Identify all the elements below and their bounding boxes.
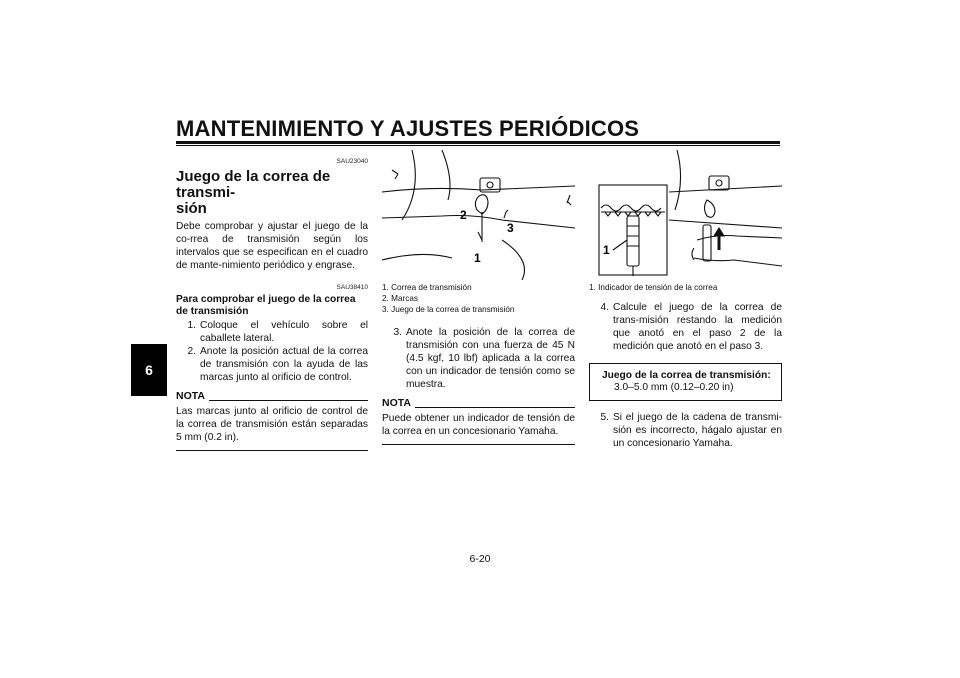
step-text: Si el juego de la cadena de transmi-sión es incorrecto, hágalo ajustar en un concesionario Yamaha.: [613, 412, 782, 449]
subsection-code: SAU38410: [336, 284, 368, 291]
intro-paragraph: Debe comprobar y ajustar el juego de la co-rrea de transmisión según los intervalos que se especifican en el cuadro de mante-nimiento periódico y engrase.: [176, 221, 368, 271]
spec-value: 3.0–5.0 mm (0.12–0.20 in): [614, 382, 734, 393]
note-text: Las marcas junto al orificio de control de la correa de transmisión están separadas 5 mm (0.2 in).: [176, 406, 368, 443]
step-number: 3.: [393, 327, 402, 338]
note-end-rule: [382, 444, 575, 445]
caption-text: Correa de transmisión: [391, 283, 472, 292]
note-text: Puede obtener un indicador de tensión de la correa en un concesionario Yamaha.: [382, 413, 575, 437]
chapter-tab: 6: [131, 344, 167, 396]
note-header-line: [415, 407, 575, 408]
figure-label-1: 1: [474, 251, 481, 265]
belt-figure: [382, 150, 575, 280]
caption-number: 1.: [382, 283, 389, 292]
figure-label-1: 1: [603, 243, 610, 257]
caption-text: Indicador de tensión de la correa: [598, 283, 718, 292]
step-text: Anote la posición de la correa de transmisión con una fuerza de 45 N (4.5 kgf, 10 lbf) aplicada a la correa con un indicador de tensión como se muestra.: [406, 327, 575, 390]
step-text: Anote la posición actual de la correa de transmisión con la ayuda de las marcas junto al orificio de control.: [200, 346, 368, 383]
page-number: 6-20: [469, 553, 491, 565]
step-item: [589, 411, 782, 450]
figure-label-2: 2: [460, 208, 467, 222]
caption-number: 3.: [382, 305, 389, 314]
note-label: NOTA: [382, 397, 411, 409]
step-item: [176, 345, 368, 384]
step-number: 5.: [600, 412, 609, 423]
note-header: [176, 390, 368, 403]
caption-text: Juego de la correa de transmisión: [391, 305, 515, 314]
step-item: [382, 326, 575, 391]
step-text: Coloque el vehículo sobre el caballete lateral.: [200, 320, 368, 344]
note-header: [382, 397, 575, 410]
step-item: [589, 301, 782, 353]
spec-box: [589, 363, 782, 401]
step-text: Calcule el juego de la correa de trans-misión restando la medición que anotó en el paso 2 de la medición que anotó en el paso 3.: [613, 302, 782, 352]
tension-gauge-figure: [589, 150, 782, 280]
page-header-title: MANTENIMIENTO Y AJUSTES PERIÓDICOS: [176, 116, 640, 141]
figure-label-3: 3: [507, 221, 514, 235]
note-label: NOTA: [176, 390, 205, 402]
caption-number: 2.: [382, 294, 389, 303]
step-number: 4.: [600, 302, 609, 313]
note-header-line: [209, 400, 368, 401]
header-rule-thin: [176, 145, 780, 146]
figure-caption: [589, 282, 782, 293]
spec-title: Juego de la correa de transmisión:: [602, 370, 771, 381]
caption-number: 1.: [589, 283, 596, 292]
section-title: Juego de la correa de transmi- sión: [176, 168, 331, 217]
left-column: [176, 155, 368, 451]
header-rule: [176, 141, 780, 144]
note-end-rule: [176, 450, 368, 451]
middle-column: [382, 282, 575, 445]
subsection-title: Para comprobar el juego de la correa de transmisión: [176, 294, 356, 317]
section-code: SAU23040: [336, 158, 368, 165]
figure-caption: [382, 282, 575, 315]
step-number: 2.: [187, 346, 196, 357]
step-number: 1.: [187, 320, 196, 331]
right-column: [589, 282, 782, 450]
step-item: [176, 319, 368, 345]
caption-text: Marcas: [391, 294, 418, 303]
